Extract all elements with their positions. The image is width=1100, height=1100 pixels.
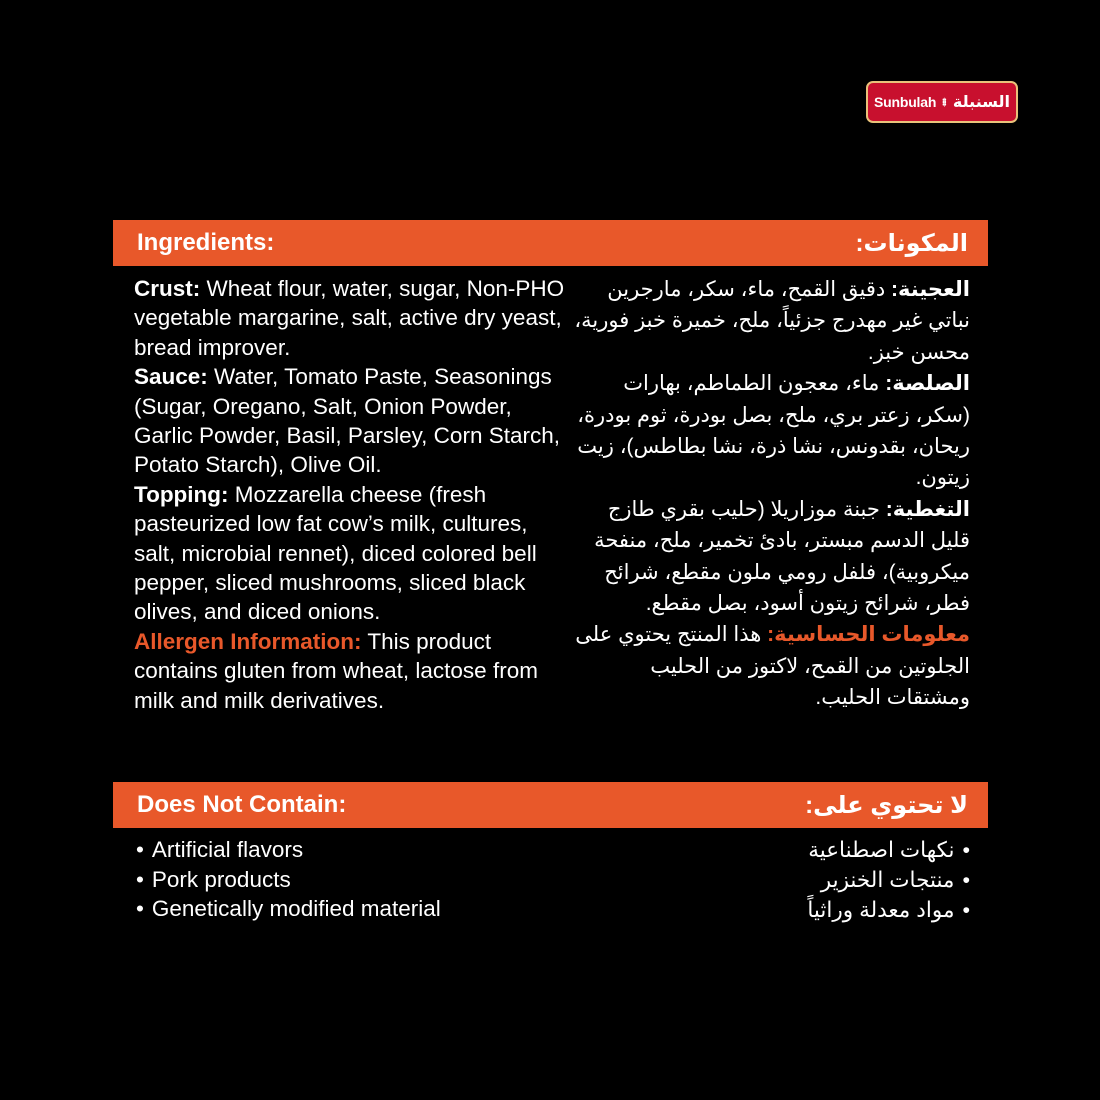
allergen-label: Allergen Information:: [134, 628, 362, 654]
sauce-paragraph-ar: [572, 368, 970, 494]
crust-paragraph: [134, 274, 574, 362]
allergen-text: This product contains gluten from wheat, lactose from milk and milk derivatives.: [134, 628, 538, 713]
topping-label: Topping:: [134, 481, 229, 507]
list-item-ar: • منتجات الخنزير: [807, 865, 970, 895]
ingredients-arabic: [572, 274, 970, 714]
sauce-label: Sauce:: [134, 364, 208, 390]
topping-text-ar: جبنة موزاريلا (حليب بقري طازج قليل الدسم مبستر، بادئ تخمير، ملح، منفحة ميكروبية)، فلفل رومي ملون مقطع، شرائح فطر، شرائح زيتون أسود، بصل مقطع.: [594, 497, 970, 616]
ingredients-header-bar: [113, 220, 988, 266]
wheat-icon: [942, 89, 947, 115]
sauce-text: Water, Tomato Paste, Seasonings (Sugar, Oregano, Salt, Onion Powder, Garlic Powder, Basil, Parsley, Corn Starch, Potato Starch), Olive Oil.: [134, 364, 560, 478]
sauce-paragraph: [134, 362, 574, 480]
allergen-text-ar: هذا المنتج يحتوي على الجلوتين من القمح، لاكتوز من الحليب ومشتقات الحليب.: [575, 623, 970, 710]
allergen-paragraph-ar: [572, 619, 970, 713]
not-contain-list-ar: [807, 835, 970, 925]
ingredients-english: [134, 274, 574, 715]
crust-label-ar: العجينة:: [891, 278, 970, 301]
crust-text: Wheat flour, water, sugar, Non-PHO vegetable margarine, salt, active dry yeast, bread improver.: [134, 276, 565, 360]
list-item-ar: • مواد معدلة وراثياً: [807, 895, 970, 925]
ingredients-title-en: Ingredients:: [137, 229, 275, 256]
ingredients-title-ar: المكونات:: [855, 229, 968, 257]
not-contain-header-bar: [113, 782, 988, 828]
not-contain-list-en: [136, 835, 441, 924]
list-item: • Genetically modified material: [136, 894, 441, 924]
topping-paragraph-ar: [572, 494, 970, 620]
list-item: • Artificial flavors: [136, 835, 441, 865]
allergen-label-ar: معلومات الحساسية:: [767, 623, 970, 647]
topping-text: Mozzarella cheese (fresh pasteurized low fat cow’s milk, cultures, salt, microbial rennet), diced colored bell pepper, sliced mushrooms, sliced black olives, and diced onions.: [134, 481, 537, 625]
list-item: • Pork products: [136, 865, 441, 895]
crust-label: Crust:: [134, 276, 201, 301]
brand-logo: [866, 81, 1018, 123]
crust-paragraph-ar: [572, 274, 970, 368]
sauce-text-ar: ماء، معجون الطماطم، بهارات (سكر، زعتر بري، ملح، بصل بودرة، ثوم بودرة، ريحان، بقدونس، نشا ذرة، نشا بطاطس)، زيت زيتون.: [577, 372, 970, 490]
logo-text-ar: السنبلة: [952, 94, 1010, 111]
topping-label-ar: التغطية:: [885, 497, 970, 521]
logo-text-en: Sunbulah: [874, 94, 937, 110]
list-item-ar: • نكهات اصطناعية: [807, 835, 970, 865]
not-contain-title-en: Does Not Contain:: [137, 791, 347, 818]
crust-text-ar: دقيق القمح، ماء، سكر، مارجرين نباتي غير مهدرج جزئياً، ملح، خميرة خبز فورية، محسن خبز.: [574, 278, 970, 364]
allergen-paragraph: [134, 627, 574, 715]
sauce-label-ar: الصلصة:: [885, 372, 970, 396]
not-contain-title-ar: لا تحتوي على:: [805, 791, 968, 819]
topping-paragraph: [134, 480, 574, 627]
